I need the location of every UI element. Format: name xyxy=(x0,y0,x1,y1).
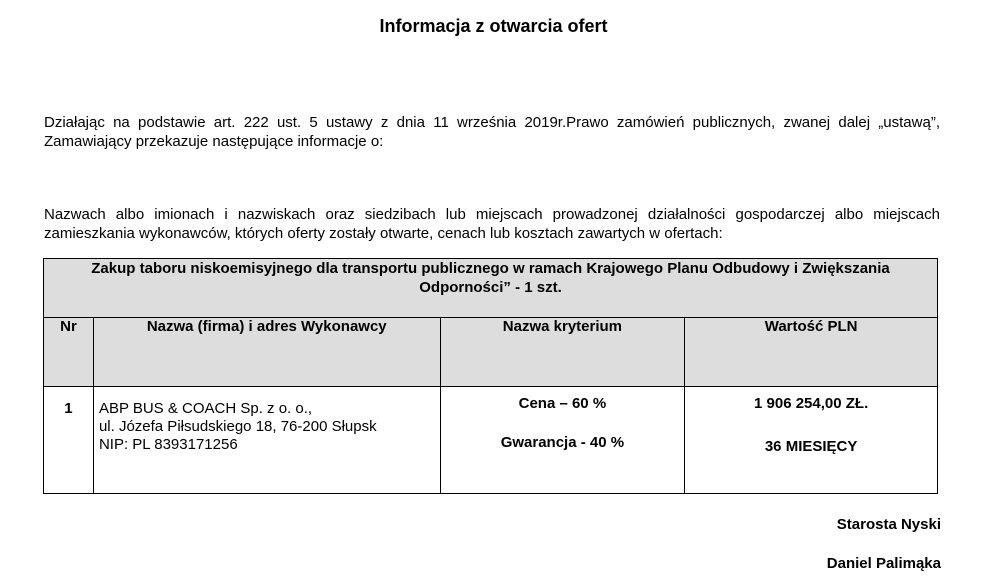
column-header-row xyxy=(44,318,938,387)
intro-paragraph: Działając na podstawie art. 222 ust. 5 ustawy z dnia 11 września 2019r.Prawo zamówień publicznych, zwanej dalej „ustawą”, Zamawiający przekazuje następujące informacje o: xyxy=(44,114,940,150)
value-warranty: 36 MIESIĘCY xyxy=(764,438,858,455)
page-title: Informacja z otwarcia ofert xyxy=(379,16,608,36)
value-price: 1 906 254,00 ZŁ. xyxy=(754,395,869,412)
contractor-name: ABP BUS & COACH Sp. z o. o., xyxy=(98,400,313,417)
row-nr: 1 xyxy=(44,387,94,494)
criterion-warranty: Gwarancja - 40 % xyxy=(500,434,625,451)
subtitle-paragraph: Nazwach albo imionach i nazwiskach oraz siedzibach lub miejscach prowadzonej działalności gospodarczej albo miejscach zamieszkania wykonawców, których oferty zostały otwarte, cenach lub kosztach zawartych w ofertach: xyxy=(44,206,940,242)
contractor-address: ul. Józefa Piłsudskiego 18, 76-200 Słupsk xyxy=(98,418,377,435)
table-row xyxy=(44,387,938,494)
signature-name: Daniel Palimąka xyxy=(826,555,941,572)
criterion-cell xyxy=(440,387,685,494)
contractor-cell xyxy=(93,387,440,494)
tender-title: Zakup taboru niskoemisyjnego dla transportu publicznego w ramach Krajowego Planu Odbudowy i Zwiększania Odporności” - 1 szt. xyxy=(44,259,938,318)
header-value: Wartość PLN xyxy=(685,318,938,387)
criterion-price: Cena – 60 % xyxy=(518,395,607,412)
header-criterion: Nazwa kryterium xyxy=(440,318,685,387)
header-nr: Nr xyxy=(44,318,94,387)
tender-header-row xyxy=(44,259,938,318)
signature-role: Starosta Nyski xyxy=(836,516,941,533)
header-contractor: Nazwa (firma) i adres Wykonawcy xyxy=(93,318,440,387)
contractor-nip: NIP: PL 8393171256 xyxy=(98,436,238,453)
value-cell xyxy=(685,387,938,494)
offers-table xyxy=(43,258,938,494)
